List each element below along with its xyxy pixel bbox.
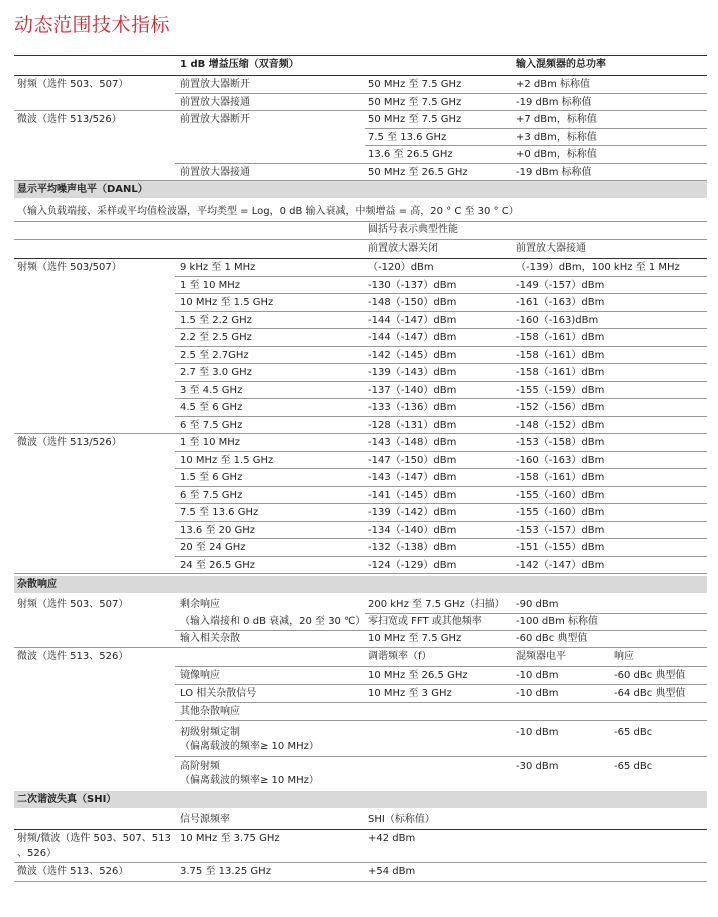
gain-row-value: -19 dBm 标称值 xyxy=(516,167,592,178)
gain-row-range: 7.5 至 13.6 GHz xyxy=(368,132,447,143)
danl-row-preamp-off: -142（-145）dBm xyxy=(368,350,457,361)
spur-header-tune: 调谐频率（f） xyxy=(368,651,432,662)
gain-row-value: -19 dBm 标称值 xyxy=(516,97,592,108)
danl-row-range: 9 kHz 至 1 MHz xyxy=(180,262,256,273)
divider xyxy=(14,881,707,882)
danl-row-range: 6 至 7.5 GHz xyxy=(180,490,243,501)
high-order-conditions: （偏离载波的频率≥ 10 MHz） xyxy=(180,775,319,786)
divider xyxy=(175,486,707,487)
danl-row-range: 13.6 至 20 GHz xyxy=(180,525,256,536)
danl-row-range: 2.2 至 2.5 GHz xyxy=(180,332,252,343)
shi-header-value: SHI（标称值） xyxy=(368,814,435,825)
first-order-conditions: （偏离载波的频率≥ 10 MHz） xyxy=(180,741,319,752)
divider xyxy=(175,468,707,469)
first-order-mixer: -10 dBm xyxy=(516,727,559,738)
shi-row1-value: +42 dBm xyxy=(368,833,416,844)
gain-header-mixer-power: 输入混频器的总功率 xyxy=(516,59,606,70)
divider xyxy=(14,239,707,240)
divider xyxy=(175,720,707,721)
danl-row-preamp-on: -152（-156）dBm xyxy=(516,402,605,413)
divider xyxy=(175,416,707,417)
shi-row1-source: 10 MHz 至 3.75 GHz xyxy=(180,833,280,844)
divider xyxy=(175,311,707,312)
danl-row-range: 1.5 至 6 GHz xyxy=(180,472,243,483)
gain-row-range: 13.6 至 26.5 GHz xyxy=(368,149,453,160)
danl-row-preamp-on: -158（-161）dBm xyxy=(516,350,605,361)
gain-header-compression: 1 dB 增益压缩（双音频） xyxy=(180,59,299,70)
danl-row-range: 2.7 至 3.0 GHz xyxy=(180,367,252,378)
danl-row-preamp-on: -158（-161）dBm xyxy=(516,332,605,343)
divider xyxy=(175,163,707,164)
divider xyxy=(175,276,707,277)
divider xyxy=(175,630,707,631)
danl-row-preamp-off: -137（-140）dBm xyxy=(368,385,457,396)
gain-row-range: 50 MHz 至 7.5 GHz xyxy=(368,97,462,108)
lo-value: -64 dBc 典型值 xyxy=(614,688,686,699)
gain-row-band: 射频（选件 503、507） xyxy=(17,79,129,90)
danl-paren-note: 圆括号表示典型性能 xyxy=(368,224,458,235)
image-response-label: 镜像响应 xyxy=(180,670,220,681)
danl-row-preamp-off: -139（-142）dBm xyxy=(368,507,457,518)
residual-value-b: -100 dBm 标称值 xyxy=(516,616,599,627)
first-order-value: -65 dBc xyxy=(614,727,653,738)
shi-row2-value: +54 dBm xyxy=(368,866,416,877)
divider xyxy=(14,433,707,434)
divider xyxy=(175,381,707,382)
shi-row1-label-a: 射频/微波（选件 503、507、513 xyxy=(17,833,171,844)
danl-row-preamp-on: -160（-163）dBm xyxy=(516,455,605,466)
danl-section-title: 显示平均噪声电平（DANL） xyxy=(17,184,148,195)
first-order-label: 初级射频定制 xyxy=(180,727,240,738)
danl-row-preamp-off: -128（-131）dBm xyxy=(368,420,457,431)
lo-mixer: -10 dBm xyxy=(516,688,559,699)
lo-range: 10 MHz 至 3 GHz xyxy=(368,688,452,699)
danl-row-range: 2.5 至 2.7GHz xyxy=(180,350,249,361)
gain-row-value: +7 dBm，标称值 xyxy=(516,114,597,125)
image-value: -60 dBc 典型值 xyxy=(614,670,686,681)
gain-row-range: 50 MHz 至 7.5 GHz xyxy=(368,114,462,125)
danl-row-preamp-on: -149（-157）dBm xyxy=(516,280,605,291)
danl-row-preamp-on: -158（-161）dBm xyxy=(516,472,605,483)
shi-section-title: 二次谐波失真（SHI） xyxy=(17,794,117,805)
danl-row-preamp-off: （-120）dBm xyxy=(368,262,434,273)
spur-header-mixer: 混频器电平 xyxy=(516,651,566,662)
danl-row-preamp-off: -133（-136）dBm xyxy=(368,402,457,413)
divider xyxy=(175,702,707,703)
danl-row-preamp-off: -147（-150）dBm xyxy=(368,455,457,466)
divider xyxy=(175,398,707,399)
danl-row-preamp-on: -160（-163)dBm xyxy=(516,315,599,326)
spur-header-response: 响应 xyxy=(614,651,634,662)
residual-conditions: （输入端接和 0 dB 衰减，20 至 30 ℃） xyxy=(180,616,366,627)
page-title: 动态范围技术指标 xyxy=(14,14,171,36)
divider xyxy=(175,684,707,685)
danl-header-preamp-off: 前置放大器关闭 xyxy=(368,243,438,254)
divider xyxy=(14,829,707,830)
danl-row-preamp-off: -143（-147）dBm xyxy=(368,472,457,483)
divider xyxy=(175,346,707,347)
shi-row1-label-b: 、526） xyxy=(17,848,57,859)
danl-row-range: 7.5 至 13.6 GHz xyxy=(180,507,259,518)
divider xyxy=(175,756,707,757)
residual-range-b: 零扫宽或 FFT 或其他频率 xyxy=(368,616,482,627)
danl-row-preamp-off: -144（-147）dBm xyxy=(368,332,457,343)
danl-header-preamp-on: 前置放大器接通 xyxy=(516,243,586,254)
divider xyxy=(175,503,707,504)
danl-row-preamp-on: -153（-157）dBm xyxy=(516,525,605,536)
divider xyxy=(365,145,707,146)
spur-mw-label: 微波（选件 513、526） xyxy=(17,651,129,662)
danl-row-preamp-on: -161（-163）dBm xyxy=(516,297,605,308)
shi-section-bar xyxy=(14,791,707,808)
input-related-range: 10 MHz 至 7.5 GHz xyxy=(368,633,462,644)
input-related-value: -60 dBc 典型值 xyxy=(516,633,588,644)
divider xyxy=(175,328,707,329)
gain-header-rule xyxy=(14,75,707,76)
divider xyxy=(175,556,707,557)
table-top-rule xyxy=(14,55,707,56)
danl-row-preamp-on: -155（-160）dBm xyxy=(516,507,605,518)
danl-row-preamp-on: -151（-155）dBm xyxy=(516,542,605,553)
danl-row-preamp-on: -155（-159）dBm xyxy=(516,385,605,396)
high-order-label: 高阶射频 xyxy=(180,761,220,772)
danl-row-preamp-off: -130（-137）dBm xyxy=(368,280,457,291)
divider xyxy=(14,862,707,863)
divider xyxy=(175,666,707,667)
divider xyxy=(175,451,707,452)
danl-row-preamp-on: -142（-147）dBm xyxy=(516,560,605,571)
input-related-label: 输入相关杂散 xyxy=(180,633,240,644)
divider xyxy=(14,647,707,648)
gain-row-band: 微波（选件 513/526） xyxy=(17,114,122,125)
danl-row-range: 1.5 至 2.2 GHz xyxy=(180,315,252,326)
image-range: 10 MHz 至 26.5 GHz xyxy=(368,670,468,681)
danl-conditions-note: （输入负载端接、采样或平均值检波器，平均类型 = Log，0 dB 输入衰减，中频增益 = 高，20 ° C 至 30 ° C） xyxy=(17,206,519,217)
danl-row-range: 10 MHz 至 1.5 GHz xyxy=(180,297,274,308)
danl-row-preamp-off: -144（-147）dBm xyxy=(368,315,457,326)
gain-row-preamp: 前置放大器接通 xyxy=(180,167,250,178)
spur-rf-label: 射频（选件 503、507） xyxy=(17,599,129,610)
danl-row-preamp-off: -134（-140）dBm xyxy=(368,525,457,536)
danl-row-preamp-off: -139（-143）dBm xyxy=(368,367,457,378)
divider xyxy=(175,293,707,294)
divider xyxy=(14,110,707,111)
gain-row-range: 50 MHz 至 7.5 GHz xyxy=(368,79,462,90)
gain-row-value: +0 dBm，标称值 xyxy=(516,149,597,160)
shi-row2-label: 微波（选件 513、526） xyxy=(17,866,129,877)
residual-value-a: -90 dBm xyxy=(516,599,559,610)
danl-mw-label: 微波（选件 513/526） xyxy=(17,437,122,448)
other-spur-label: 其他杂散响应 xyxy=(180,706,240,717)
danl-row-preamp-on: （-139）dBm，100 kHz 至 1 MHz xyxy=(516,262,680,273)
divider xyxy=(14,258,707,259)
danl-row-preamp-on: -158（-161）dBm xyxy=(516,367,605,378)
danl-row-preamp-off: -141（-145）dBm xyxy=(368,490,457,501)
danl-rf-label: 射频（选件 503/507） xyxy=(17,262,122,273)
residual-response-label: 剩余响应 xyxy=(180,599,220,610)
gain-row-preamp: 前置放大器断开 xyxy=(180,114,250,125)
danl-row-preamp-on: -148（-152）dBm xyxy=(516,420,605,431)
danl-row-range: 3 至 4.5 GHz xyxy=(180,385,243,396)
divider xyxy=(14,573,707,574)
shi-header-source: 信号源频率 xyxy=(180,814,230,825)
danl-row-preamp-off: -148（-150）dBm xyxy=(368,297,457,308)
high-order-value: -65 dBc xyxy=(614,761,653,772)
divider xyxy=(175,363,707,364)
danl-row-range: 6 至 7.5 GHz xyxy=(180,420,243,431)
danl-row-range: 24 至 26.5 GHz xyxy=(180,560,256,571)
divider xyxy=(14,221,707,222)
gain-row-preamp: 前置放大器接通 xyxy=(180,97,250,108)
danl-row-preamp-on: -155（-160）dBm xyxy=(516,490,605,501)
divider xyxy=(175,93,707,94)
spur-section-title: 杂散响应 xyxy=(17,579,57,590)
gain-row-range: 50 MHz 至 26.5 GHz xyxy=(368,167,468,178)
danl-row-preamp-off: -132（-138）dBm xyxy=(368,542,457,553)
spur-section-bar xyxy=(14,576,707,593)
danl-row-range: 1 至 10 MHz xyxy=(180,280,241,291)
lo-spur-label: LO 相关杂散信号 xyxy=(180,688,257,699)
divider xyxy=(365,128,707,129)
danl-row-range: 10 MHz 至 1.5 GHz xyxy=(180,455,274,466)
gain-row-preamp: 前置放大器断开 xyxy=(180,79,250,90)
residual-range-a: 200 kHz 至 7.5 GHz（扫描） xyxy=(368,599,505,610)
divider xyxy=(365,613,707,614)
danl-row-preamp-on: -153（-158）dBm xyxy=(516,437,605,448)
danl-row-preamp-off: -143（-148）dBm xyxy=(368,437,457,448)
danl-row-preamp-off: -124（-129）dBm xyxy=(368,560,457,571)
shi-row2-source: 3.75 至 13.25 GHz xyxy=(180,866,271,877)
image-mixer: -10 dBm xyxy=(516,670,559,681)
gain-row-value: +2 dBm 标称值 xyxy=(516,79,591,90)
gain-row-value: +3 dBm，标称值 xyxy=(516,132,597,143)
danl-row-range: 20 至 24 GHz xyxy=(180,542,246,553)
divider xyxy=(175,538,707,539)
danl-row-range: 4.5 至 6 GHz xyxy=(180,402,243,413)
high-order-mixer: -30 dBm xyxy=(516,761,559,772)
divider xyxy=(175,521,707,522)
danl-row-range: 1 至 10 MHz xyxy=(180,437,241,448)
